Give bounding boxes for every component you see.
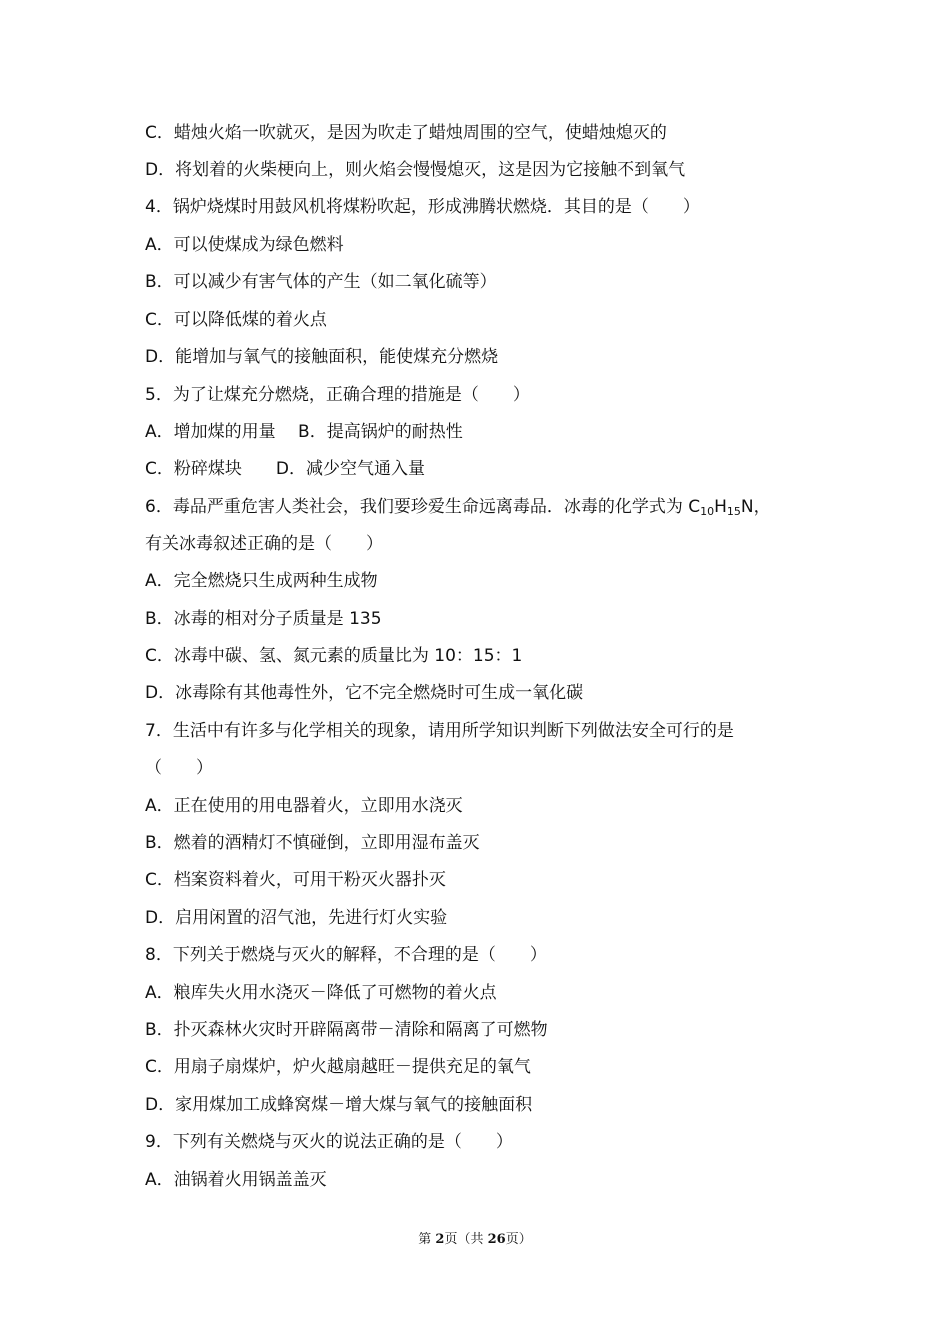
question-9: 9．下列有关燃烧与灭火的说法正确的是（ ） — [145, 1132, 513, 1152]
element-h: H — [714, 497, 727, 517]
options-ab: A．增加煤的用量 B．提高锅炉的耐热性 — [145, 422, 463, 442]
option-a: A．完全燃烧只生成两种生成物 — [145, 571, 378, 591]
question-4: 4．锅炉烧煤时用鼓风机将煤粉吹起，形成沸腾状燃烧．其目的是（ ） — [145, 197, 700, 217]
footer-prefix: 第 — [418, 1232, 436, 1247]
total-pages: 26 — [487, 1232, 506, 1247]
text-line: D．将划着的火柴梗向上，则火焰会慢慢熄灭，这是因为它接触不到氧气 — [145, 160, 686, 180]
question-6 — [145, 496, 771, 523]
page-number: 2 — [435, 1232, 445, 1247]
answer-bracket: （ ） — [145, 758, 213, 778]
subscript-15: 15 — [726, 505, 741, 518]
question-6-text: 6．毒品严重危害人类社会，我们要珍爱生命远离毒品．冰毒的化学式为 C — [145, 497, 701, 517]
option-c: C．可以降低煤的着火点 — [145, 310, 327, 330]
option-a: A．油锅着火用锅盖盖灭 — [145, 1170, 327, 1190]
option-b: B．燃着的酒精灯不慎碰倒，立即用湿布盖灭 — [145, 833, 480, 853]
footer-suffix: 页） — [505, 1232, 532, 1247]
option-c: C．档案资料着火，可用干粉灭火器扑灭 — [145, 870, 446, 890]
option-b: B．扑灭森林火灾时开辟隔离带－清除和隔离了可燃物 — [145, 1020, 548, 1040]
question-8: 8．下列关于燃烧与灭火的解释，不合理的是（ ） — [145, 945, 547, 965]
footer-middle: 页（共 — [444, 1232, 488, 1247]
option-a: A．可以使煤成为绿色燃料 — [145, 235, 344, 255]
option-d: D．启用闲置的沼气池，先进行灯火实验 — [145, 908, 448, 928]
option-b: B．可以减少有害气体的产生（如二氧化硫等） — [145, 272, 497, 292]
question-7: 7．生活中有许多与化学相关的现象，请用所学知识判断下列做法安全可行的是 — [145, 721, 734, 741]
question-5: 5．为了让煤充分燃烧，正确合理的措施是（ ） — [145, 385, 530, 405]
option-d: D．能增加与氧气的接触面积，能使煤充分燃烧 — [145, 347, 499, 367]
text-line: C．蜡烛火焰一吹就灭，是因为吹走了蜡烛周围的空气，使蜡烛熄灭的 — [145, 123, 667, 143]
option-d: D．冰毒除有其他毒性外，它不完全燃烧时可生成一氧化碳 — [145, 683, 584, 703]
option-c: C．用扇子扇煤炉，炉火越扇越旺－提供充足的氧气 — [145, 1057, 531, 1077]
options-cd: C．粉碎煤块 D．减少空气通入量 — [145, 459, 425, 479]
element-n: N， — [740, 497, 771, 517]
option-a: A．粮库失火用水浇灭－降低了可燃物的着火点 — [145, 983, 497, 1003]
page-footer — [0, 1228, 950, 1247]
subscript-10: 10 — [700, 505, 715, 518]
text-line: 有关冰毒叙述正确的是（ ） — [145, 534, 383, 554]
option-a: A．正在使用的用电器着火，立即用水浇灭 — [145, 796, 463, 816]
option-d: D．家用煤加工成蜂窝煤－增大煤与氧气的接触面积 — [145, 1095, 533, 1115]
option-b: B．冰毒的相对分子质量是 135 — [145, 609, 382, 629]
option-c: C．冰毒中碳、氢、氮元素的质量比为 10：15：1 — [145, 646, 523, 666]
